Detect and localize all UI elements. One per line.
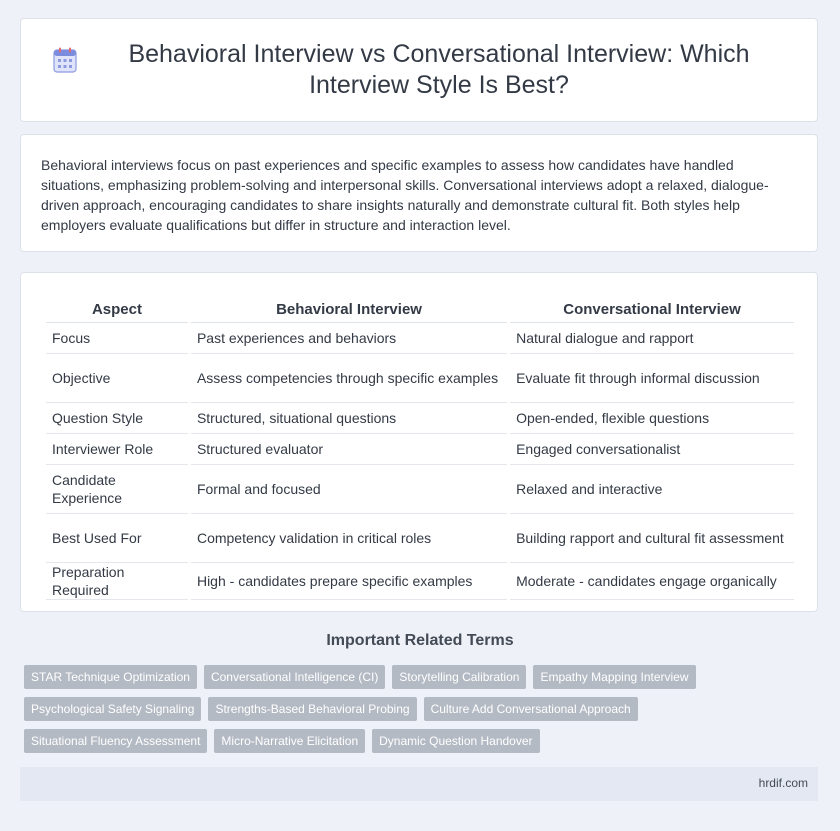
tag-conversational-intelligence[interactable]: Conversational Intelligence (CI) bbox=[204, 665, 385, 689]
cell-aspect: Question Style bbox=[46, 403, 188, 434]
cell-behavioral: Formal and focused bbox=[191, 465, 507, 514]
cell-conversational: Engaged conversationalist bbox=[510, 434, 794, 465]
cell-aspect: Preparation Required bbox=[46, 563, 188, 600]
intro-card bbox=[20, 134, 818, 252]
cell-conversational: Evaluate fit through informal discussion bbox=[510, 354, 794, 403]
comparison-card bbox=[20, 272, 818, 612]
cell-behavioral: Assess competencies through specific examples bbox=[191, 354, 507, 403]
header-behavioral: Behavioral Interview bbox=[191, 295, 507, 323]
table-row bbox=[46, 434, 794, 465]
footer bbox=[20, 767, 818, 801]
table-row bbox=[46, 323, 794, 354]
table-header-row bbox=[46, 295, 794, 323]
comparison-table bbox=[43, 295, 797, 600]
cell-aspect: Interviewer Role bbox=[46, 434, 188, 465]
tag-culture-add[interactable]: Culture Add Conversational Approach bbox=[424, 697, 638, 721]
related-terms-tags bbox=[24, 665, 804, 761]
tag-row bbox=[24, 729, 804, 753]
cell-conversational: Moderate - candidates engage organically bbox=[510, 563, 794, 600]
tag-dynamic-question-handover[interactable]: Dynamic Question Handover bbox=[372, 729, 539, 753]
tag-row bbox=[24, 665, 804, 689]
header-aspect: Aspect bbox=[46, 295, 188, 323]
cell-behavioral: Competency validation in critical roles bbox=[191, 514, 507, 563]
header-card bbox=[20, 18, 818, 122]
cell-behavioral: High - candidates prepare specific examples bbox=[191, 563, 507, 600]
cell-behavioral: Structured evaluator bbox=[191, 434, 507, 465]
table-row bbox=[46, 514, 794, 563]
tag-situational-fluency[interactable]: Situational Fluency Assessment bbox=[24, 729, 207, 753]
cell-behavioral: Past experiences and behaviors bbox=[191, 323, 507, 354]
cell-aspect: Best Used For bbox=[46, 514, 188, 563]
table-row bbox=[46, 354, 794, 403]
tag-psychological-safety[interactable]: Psychological Safety Signaling bbox=[24, 697, 201, 721]
related-terms-title: Important Related Terms bbox=[326, 632, 514, 649]
table-row bbox=[46, 563, 794, 600]
page-title: Behavioral Interview vs Conversational Interview: Which Interview Style Is Best? bbox=[128, 40, 750, 99]
cell-conversational: Relaxed and interactive bbox=[510, 465, 794, 514]
table-row bbox=[46, 465, 794, 514]
cell-aspect: Candidate Experience bbox=[46, 465, 188, 514]
cell-conversational: Open-ended, flexible questions bbox=[510, 403, 794, 434]
cell-conversational: Building rapport and cultural fit assessment bbox=[510, 514, 794, 563]
cell-behavioral: Structured, situational questions bbox=[191, 403, 507, 434]
table-row bbox=[46, 403, 794, 434]
tag-star-technique[interactable]: STAR Technique Optimization bbox=[24, 665, 197, 689]
tag-strengths-based-probing[interactable]: Strengths-Based Behavioral Probing bbox=[208, 697, 416, 721]
cell-aspect: Focus bbox=[46, 323, 188, 354]
footer-site-link[interactable]: hrdif.com bbox=[758, 776, 808, 790]
tag-storytelling-calibration[interactable]: Storytelling Calibration bbox=[392, 665, 526, 689]
header-conversational: Conversational Interview bbox=[510, 295, 794, 323]
intro-paragraph: Behavioral interviews focus on past experiences and specific examples to assess how candidates have handled situations, emphasizing problem-solving and interpersonal skills. Conversational interviews adopt a relaxed, dialogue-driven approach, encouraging candidates to share insights naturally and demonstrate cultural fit. Both styles help employers evaluate qualifications but differ in structure and interaction level. bbox=[41, 157, 769, 233]
tag-micro-narrative[interactable]: Micro-Narrative Elicitation bbox=[214, 729, 365, 753]
cell-aspect: Objective bbox=[46, 354, 188, 403]
cell-conversational: Natural dialogue and rapport bbox=[510, 323, 794, 354]
tag-row bbox=[24, 697, 804, 721]
tag-empathy-mapping[interactable]: Empathy Mapping Interview bbox=[533, 665, 695, 689]
